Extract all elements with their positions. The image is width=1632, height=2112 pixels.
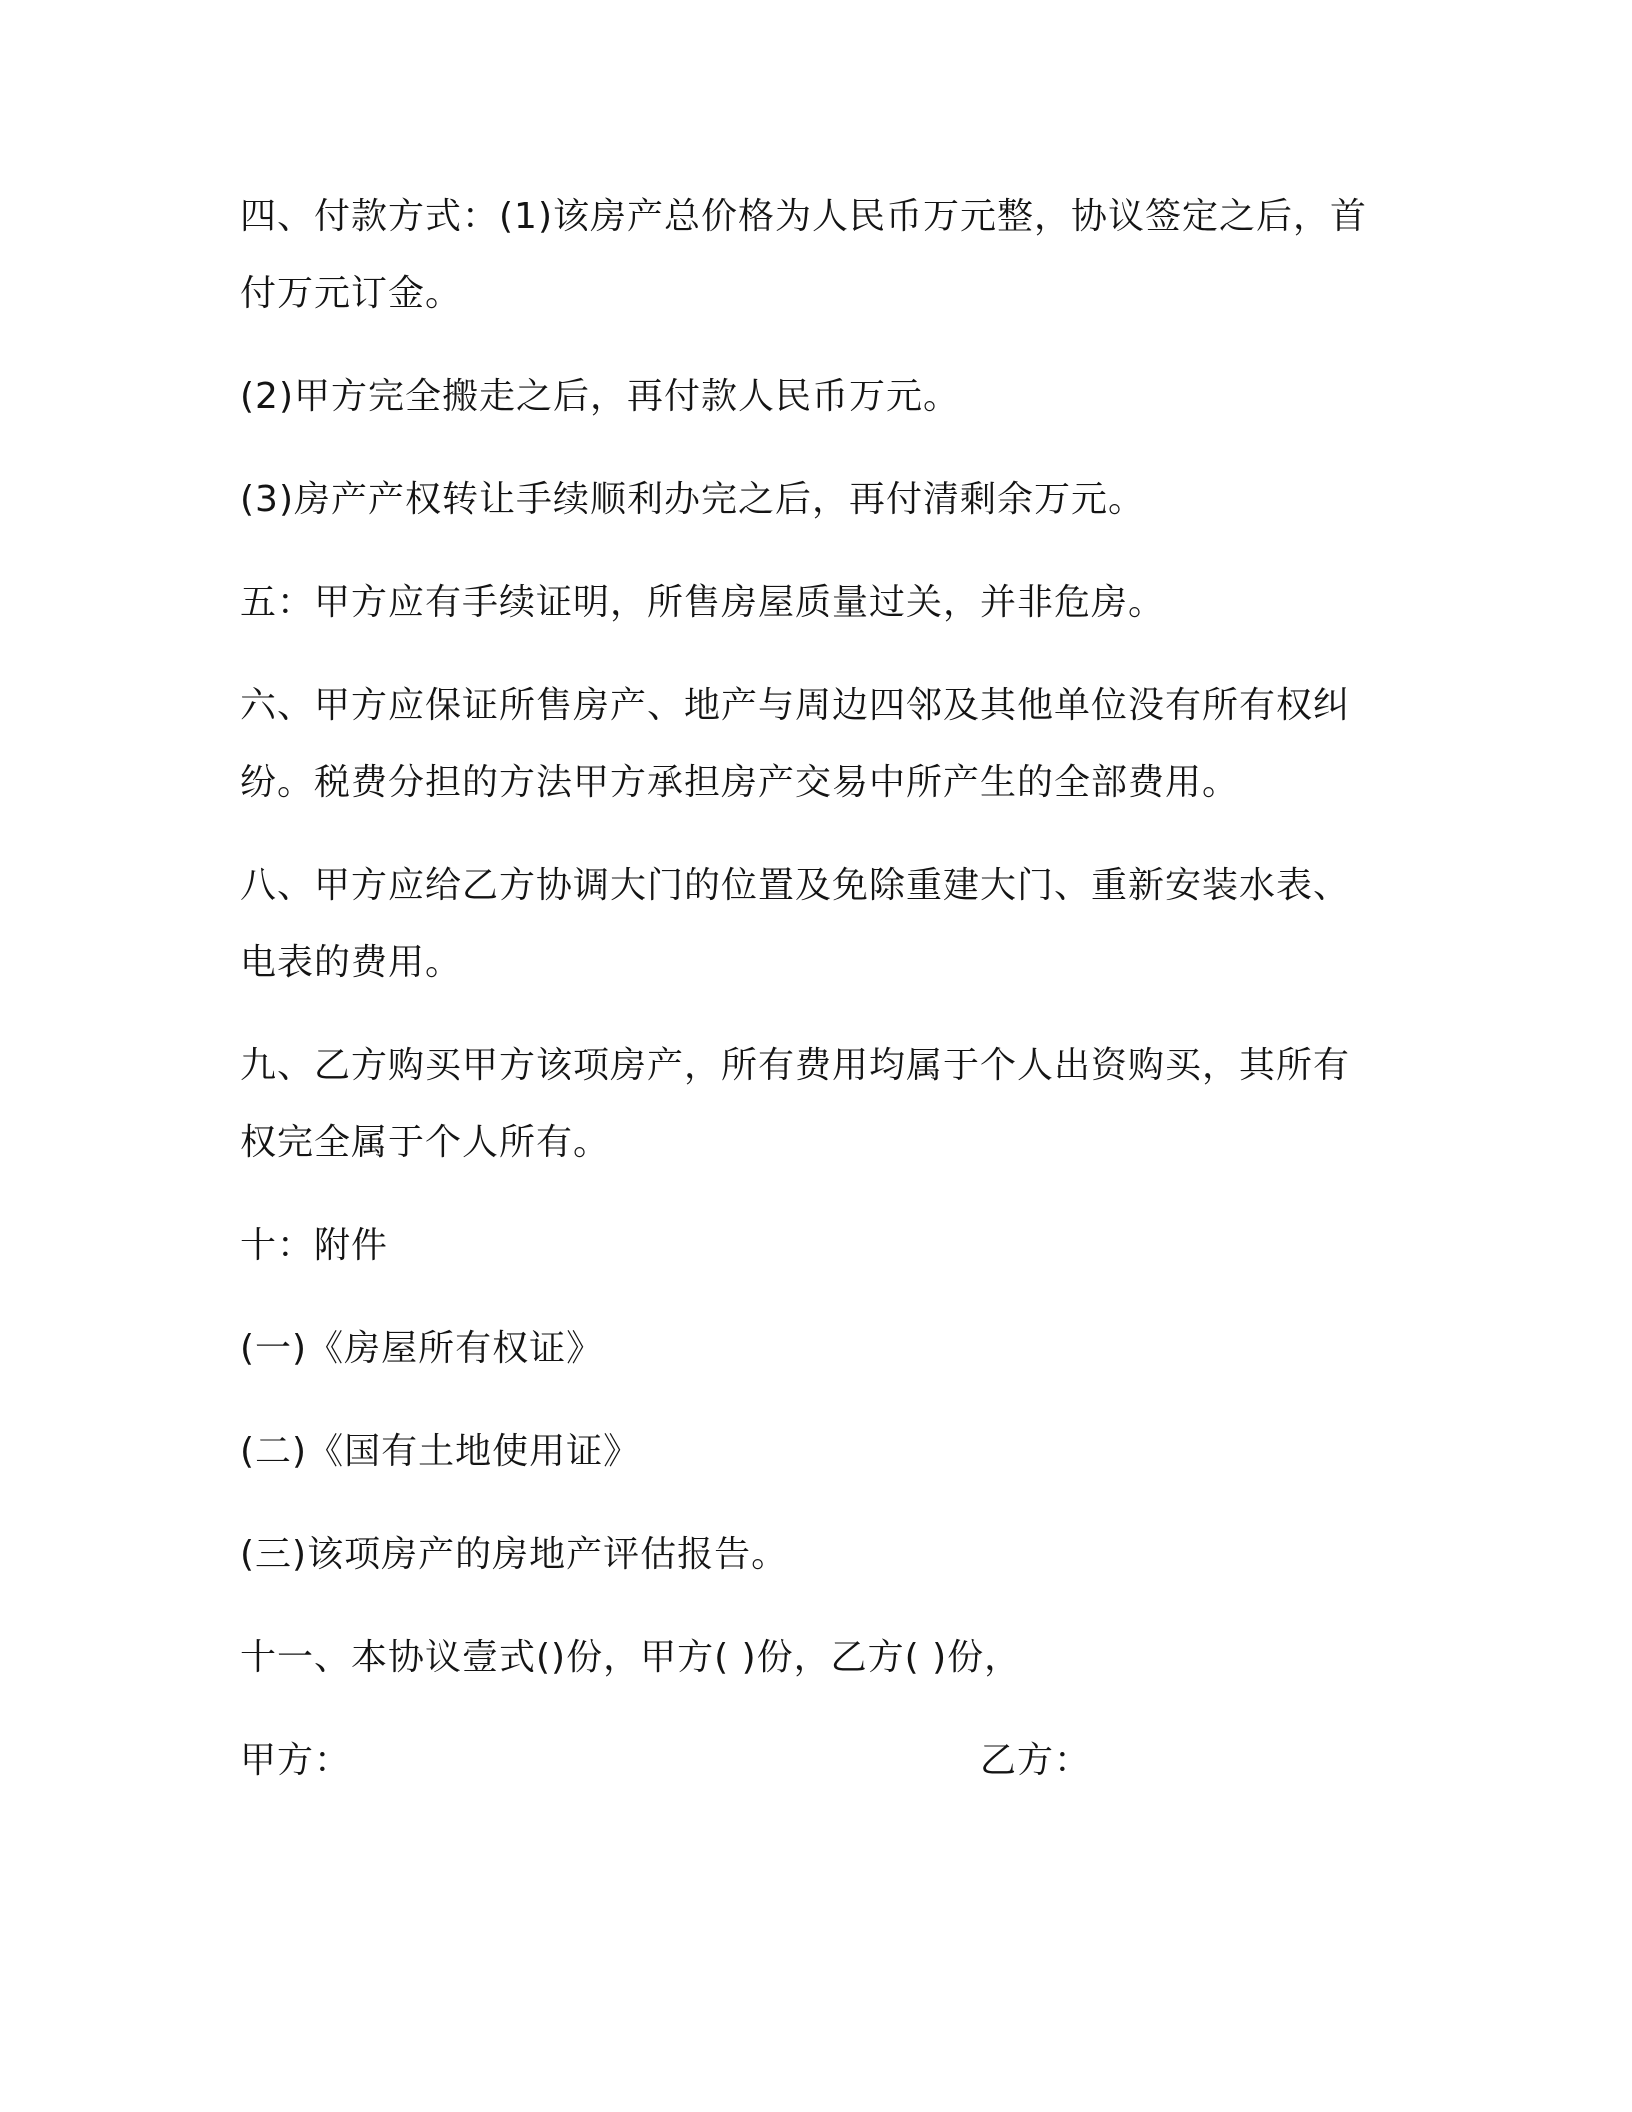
text-line: 六、甲方应保证所售房产、地产与周边四邻及其他单位没有所有权纠: [240, 685, 1351, 726]
text-line: 电表的费用。: [240, 942, 463, 983]
text-line: (3)房产产权转让手续顺利办完之后，再付清剩余万元。: [240, 479, 1145, 520]
text-line: (2)甲方完全搬走之后，再付款人民币万元。: [240, 376, 960, 417]
attachment-1: [240, 1310, 1392, 1387]
text-line: 十一、本协议壹式()份，甲方( )份，乙方( )份，: [240, 1637, 1022, 1678]
attachment-2: [240, 1413, 1392, 1490]
text-line: 纷。税费分担的方法甲方承担房产交易中所产生的全部费用。: [240, 762, 1240, 803]
clause-5-quality-guarantee: [240, 564, 1392, 641]
clause-11-copies: [240, 1619, 1392, 1696]
text-line: (二)《国有土地使用证》: [240, 1431, 641, 1472]
signature-row: [240, 1722, 1392, 1799]
party-b-signature-label: 乙方：: [980, 1740, 1092, 1781]
payment-terms-item-2: [240, 358, 1392, 435]
party-a-signature-label: 甲方：: [240, 1740, 352, 1781]
text-line: (三)该项房产的房地产评估报告。: [240, 1534, 789, 1575]
clause-8-gate-coordination: [240, 847, 1392, 1001]
clause-6-ownership-dispute: [240, 667, 1392, 821]
text-line: 九、乙方购买甲方该项房产，所有费用均属于个人出资购买，其所有: [240, 1045, 1351, 1086]
text-line: (一)《房屋所有权证》: [240, 1328, 604, 1369]
clause-9-ownership: [240, 1027, 1392, 1181]
text-line: 十：附件: [240, 1225, 389, 1266]
payment-terms-item-3: [240, 461, 1392, 538]
text-line: 权完全属于个人所有。: [240, 1122, 611, 1163]
clause-10-attachments-heading: [240, 1207, 1392, 1284]
attachment-3: [240, 1516, 1392, 1593]
text-line: 八、甲方应给乙方协调大门的位置及免除重建大门、重新安装水表、: [240, 865, 1351, 906]
text-line: 四、付款方式：(1)该房产总价格为人民币万元整，协议签定之后，首: [240, 196, 1367, 237]
text-line: 五：甲方应有手续证明，所售房屋质量过关，并非危房。: [240, 582, 1166, 623]
text-line: 付万元订金。: [240, 273, 463, 314]
clause-4-payment-terms: [240, 178, 1392, 332]
